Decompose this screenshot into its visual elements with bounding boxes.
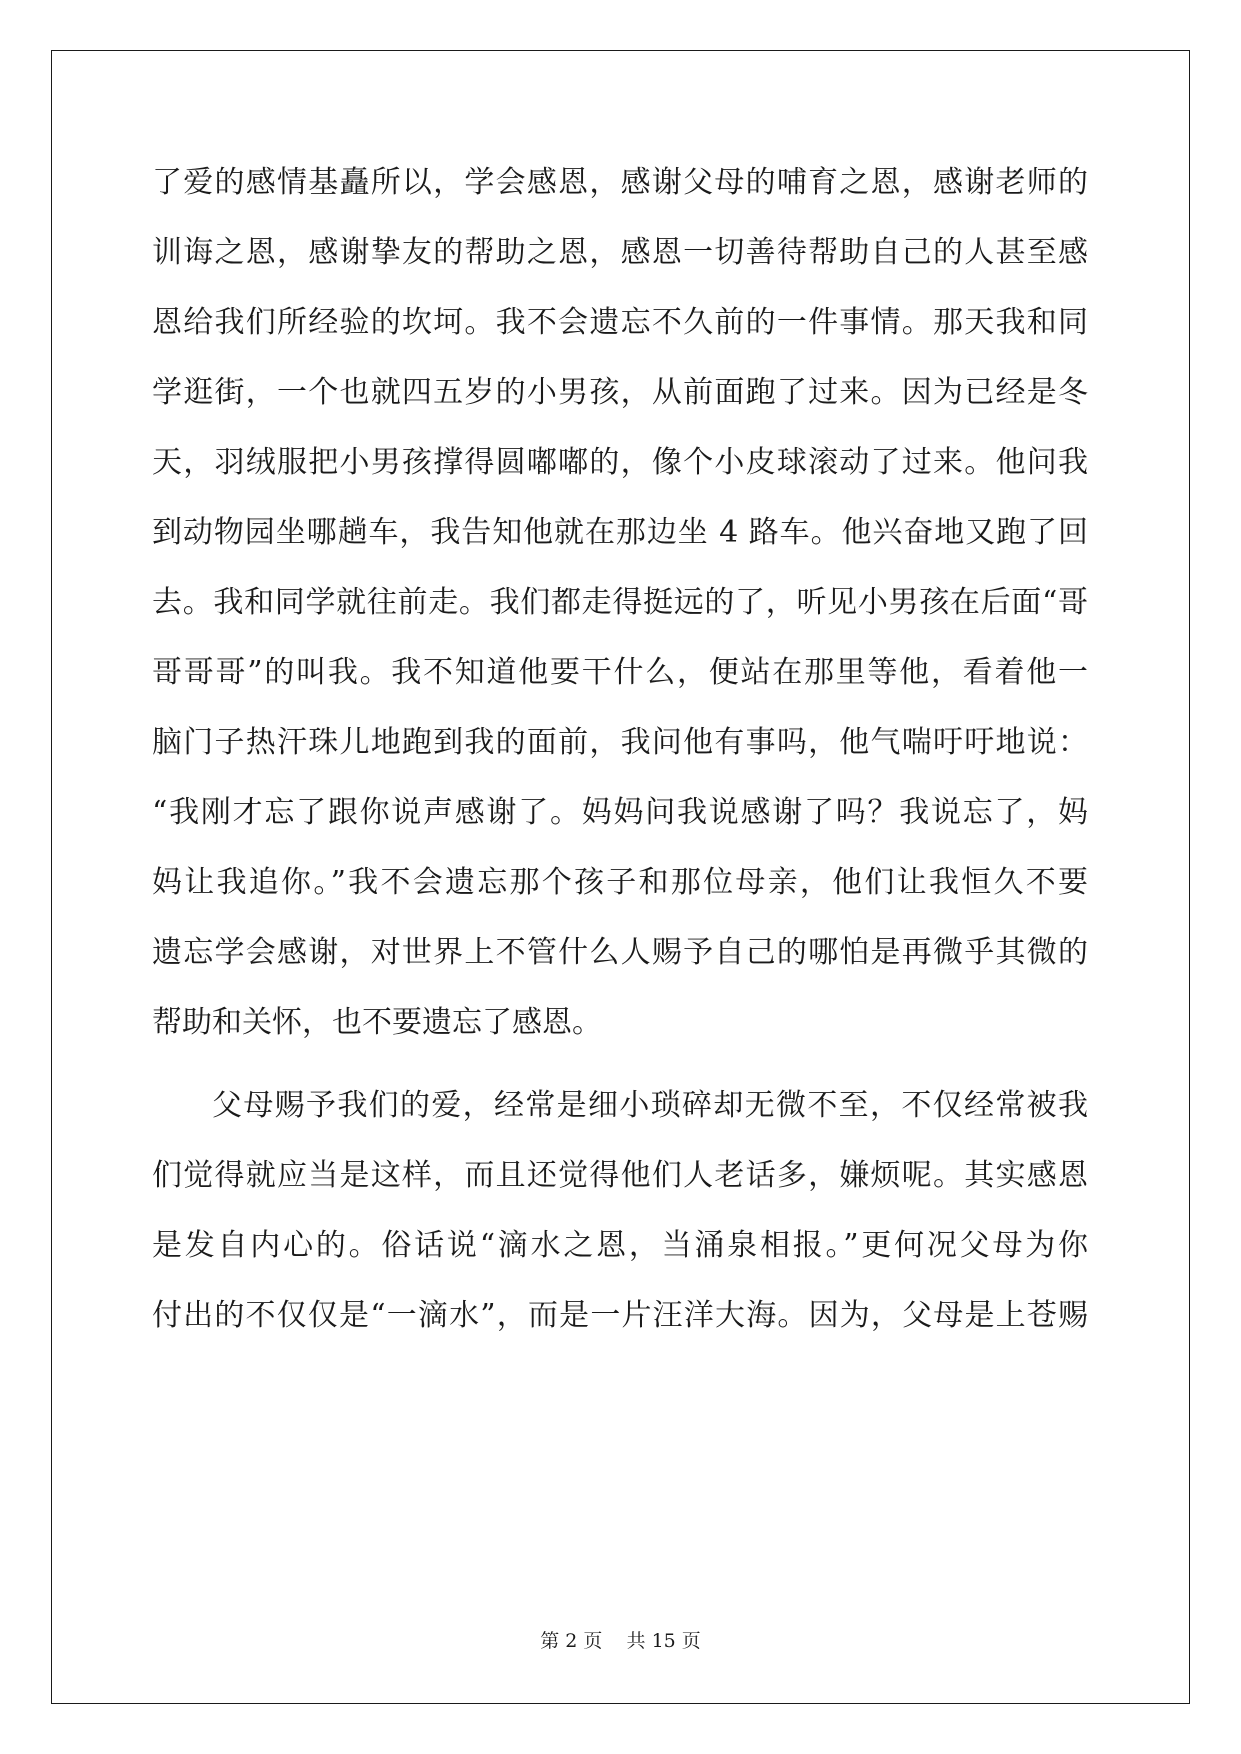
paragraph-2 <box>152 1071 1088 1351</box>
text-line: 哥哥哥”的叫我。我不知道他要干什么，便站在那里等他，看着他一 <box>152 655 1088 690</box>
text-line: 是发自内心的。俗话说“滴水之恩，当涌泉相报。”更何况父母为你 <box>152 1228 1088 1263</box>
text-line: 付出的不仅仅是“一滴水”，而是一片汪洋大海。因为，父母是上苍赐 <box>152 1298 1088 1333</box>
paragraph-gap <box>152 1058 1088 1071</box>
text-line: 脑门子热汗珠儿地跑到我的面前，我问他有事吗，他气喘吁吁地说： <box>152 725 1088 760</box>
text-line: 们觉得就应当是这样，而且还觉得他们人老话多，嫌烦呢。其实感恩 <box>152 1158 1088 1193</box>
body-text <box>152 148 1088 1351</box>
text-line: 到动物园坐哪趟车，我告知他就在那边坐 4 路车。他兴奋地又跑了回 <box>152 515 1088 550</box>
text-line: “我刚才忘了跟你说声感谢了。妈妈问我说感谢了吗？我说忘了，妈 <box>152 795 1088 830</box>
text-line: 天，羽绒服把小男孩撑得圆嘟嘟的，像个小皮球滚动了过来。他问我 <box>152 445 1088 480</box>
text-line: 恩给我们所经验的坎坷。我不会遗忘不久前的一件事情。那天我和同 <box>152 305 1088 340</box>
paragraph-1 <box>152 148 1088 1058</box>
page-number-footer: 第 2 页 共 15 页 <box>540 1630 701 1652</box>
text-line: 遗忘学会感谢，对世界上不管什么人赐予自己的哪怕是再微乎其微的 <box>152 935 1088 970</box>
text-line: 父母赐予我们的爱，经常是细小琐碎却无微不至，不仅经常被我 <box>212 1088 1088 1123</box>
text-line: 去。我和同学就往前走。我们都走得挺远的了，听见小男孩在后面“哥 <box>152 585 1088 620</box>
text-line: 帮助和关怀，也不要遗忘了感恩。 <box>152 1005 602 1040</box>
text-line: 妈让我追你。”我不会遗忘那个孩子和那位母亲，他们让我恒久不要 <box>152 865 1088 900</box>
text-line: 学逛街，一个也就四五岁的小男孩，从前面跑了过来。因为已经是冬 <box>152 375 1088 410</box>
text-line: 了爱的感情基矗所以，学会感恩，感谢父母的哺育之恩，感谢老师的 <box>152 165 1088 200</box>
text-line: 训诲之恩，感谢挚友的帮助之恩，感恩一切善待帮助自己的人甚至感 <box>152 235 1088 270</box>
